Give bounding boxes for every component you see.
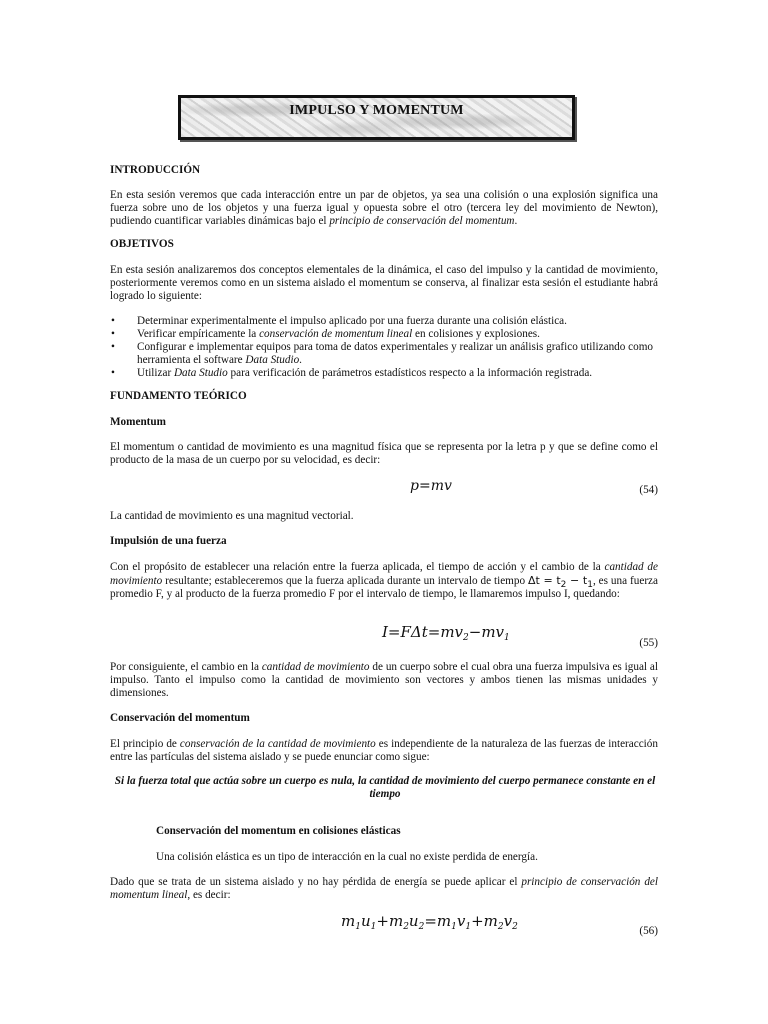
intro-heading: INTRODUCCIÓN [110, 164, 201, 176]
list-item-text-end: para verificación de parámetros estadísticos respecto a la información registrada. [227, 367, 593, 379]
list-item-emphasis: conservación de momentum lineal [259, 328, 413, 340]
list-item-emphasis: Data Studio [245, 354, 300, 366]
bullet-icon: • [111, 341, 115, 353]
eq56-equals: = [424, 912, 437, 930]
dado-text-b: , es decir: [187, 889, 231, 901]
impulsion-text-b: resultante; estableceremos que la fuerza aplicada durante un intervalo de tiempo [162, 575, 528, 587]
delta-t-text: Δt = t [528, 574, 561, 587]
consiguiente-text-b: de un cuerpo sobre el cual obra una fuerza impulsiva es igual al impulso. Tanto el impulso como la cantidad de movimiento son vectores y ambos tienen las mismas unidades y dimensiones. [110, 661, 658, 699]
equation-54: p=mv [410, 478, 452, 494]
page-title: IMPULSO Y MOMENTUM [289, 103, 464, 118]
list-item-text: Configurar e implementar equipos para toma de datos experimentales y realizar un análisis grafico utilizando como herramienta el software [137, 341, 653, 366]
eq55-sub2: 2 [463, 633, 469, 643]
list-item [110, 315, 658, 328]
consiguiente-text: Por consiguiente, el cambio en la [110, 661, 262, 673]
eq56-sub: 1 [451, 922, 457, 932]
elastic-paragraph: Una colisión elástica es un tipo de interacción en la cual no existe perdida de energía. [156, 851, 538, 863]
delta-t-minus: − t [566, 574, 588, 587]
consiguiente-emphasis: cantidad de movimiento [261, 661, 370, 673]
equation-number-56: (56) [639, 925, 658, 937]
list-item-text: Determinar experimentalmente el impulso aplicado por una fuerza durante una colisión elástica. [137, 315, 567, 327]
conservacion-paragraph [110, 738, 658, 764]
list-item-text-end: . [299, 354, 302, 366]
eq56-plus: + [471, 912, 484, 930]
delta-t-sub1: 1 [587, 580, 593, 590]
principle-statement: Si la fuerza total que actúa sobre un cuerpo es nula, la cantidad de movimiento del cuerpo permanece constante en el tiempo [114, 775, 656, 800]
impulsion-text-c: , es una fuerza promedio F, y al producto de la fuerza promedio F por el intervalo de tiempo, le llamaremos impulso I, quedando: [110, 575, 658, 600]
bullet-icon: • [111, 367, 115, 379]
bullet-icon: • [111, 315, 115, 327]
conservacion-emphasis: conservación de la cantidad de movimiento [179, 738, 376, 750]
elastic-heading: Conservación del momentum en colisiones elásticas [156, 825, 401, 837]
impulsion-heading: Impulsión de una fuerza [110, 535, 227, 547]
conservacion-text-b: es independiente de la naturaleza de las fuerzas de interacción entre las partículas del sistema aislado y se puede enunciar como sigue: [110, 738, 658, 763]
momentum-heading: Momentum [110, 416, 166, 428]
conservacion-text: El principio de [110, 738, 180, 750]
list-item [110, 328, 658, 341]
conservacion-heading: Conservación del momentum [110, 712, 250, 724]
intro-text: En esta sesión veremos que cada interacción entre un par de objetos, ya sea una colisión o una explosión significa una fuerza sobre uno de los objetos y una fuerza igual y opuesta sobre el otro (tercera ley del movimiento de Newton), pudiendo cuantificar variables dinámicas bajo el [110, 189, 658, 227]
vectorial-paragraph: La cantidad de movimiento es una magnitud vectorial. [110, 510, 354, 522]
equation-number-54: (54) [639, 484, 658, 496]
list-item [110, 367, 658, 380]
list-item-emphasis: Data Studio [173, 367, 228, 379]
eq56-sub: 1 [465, 922, 472, 932]
list-item-text: Utilizar [137, 367, 174, 379]
dado-text: Dado que se trata de un sistema aislado y no hay pérdida de energía se puede aplicar el [110, 876, 522, 888]
equation-55 [382, 623, 510, 643]
eq56-v: v [456, 912, 466, 930]
eq56-m: m [483, 912, 498, 930]
eq56-m: m [388, 912, 404, 930]
equation-number-55: (55) [639, 637, 658, 649]
delta-t-sub2: 2 [560, 580, 567, 590]
eq55-part-b: −mv [468, 623, 505, 641]
momentum-paragraph: El momentum o cantidad de movimiento es una magnitud física que se representa por la letra p y que se define como el producto de la masa de un cuerpo por su velocidad, es decir: [110, 441, 658, 466]
bullet-icon: • [111, 328, 115, 340]
eq55-part-a: I=FΔt=mv [382, 623, 464, 641]
eq56-sub: 2 [418, 922, 425, 932]
eq56-m: m [341, 912, 356, 930]
objetivos-paragraph: En esta sesión analizaremos dos conceptos elementales de la dinámica, el caso del impulso y la cantidad de movimiento, posteriormente veremos como en un sistema aislado el momentum se conserva, al finalizar esta sesión el estudiante habrá logrado lo siguiente: [110, 264, 658, 302]
eq56-sub: 2 [497, 922, 504, 932]
consiguiente-paragraph [110, 661, 658, 700]
equation-56 [341, 912, 518, 932]
intro-paragraph [110, 189, 658, 228]
impulsion-paragraph [110, 561, 658, 601]
eq56-sub: 1 [355, 922, 361, 932]
list-item-text-end: en colisiones y explosiones. [412, 328, 540, 340]
objetivos-list [110, 315, 658, 380]
eq56-v: v [503, 912, 513, 930]
eq56-u: u [408, 912, 419, 930]
eq56-sub: 2 [512, 922, 518, 932]
list-item [110, 341, 658, 367]
delta-t-formula [528, 574, 593, 590]
eq56-u: u [360, 912, 371, 930]
eq56-plus: + [376, 912, 389, 930]
dado-paragraph [110, 876, 658, 902]
eq56-m: m [436, 912, 452, 930]
eq56-sub: 1 [370, 922, 377, 932]
eq56-sub: 2 [403, 922, 409, 932]
objetivos-heading: OBJETIVOS [110, 238, 174, 250]
dado-emphasis: principio de conservación del momentum lineal [110, 876, 658, 901]
intro-text-end: . [514, 215, 518, 227]
title-banner [178, 95, 575, 140]
impulsion-text: Con el propósito de establecer una relación entre la fuerza aplicada, el tiempo de acción y el cambio de la [110, 561, 605, 573]
list-item-text: Verificar empíricamente la [137, 328, 260, 340]
eq55-sub1: 1 [504, 633, 510, 643]
fundamento-heading: FUNDAMENTO TEÓRICO [110, 390, 247, 402]
impulsion-emphasis: cantidad de movimiento [110, 561, 658, 587]
intro-emphasis: principio de conservación del momentum [329, 215, 515, 227]
